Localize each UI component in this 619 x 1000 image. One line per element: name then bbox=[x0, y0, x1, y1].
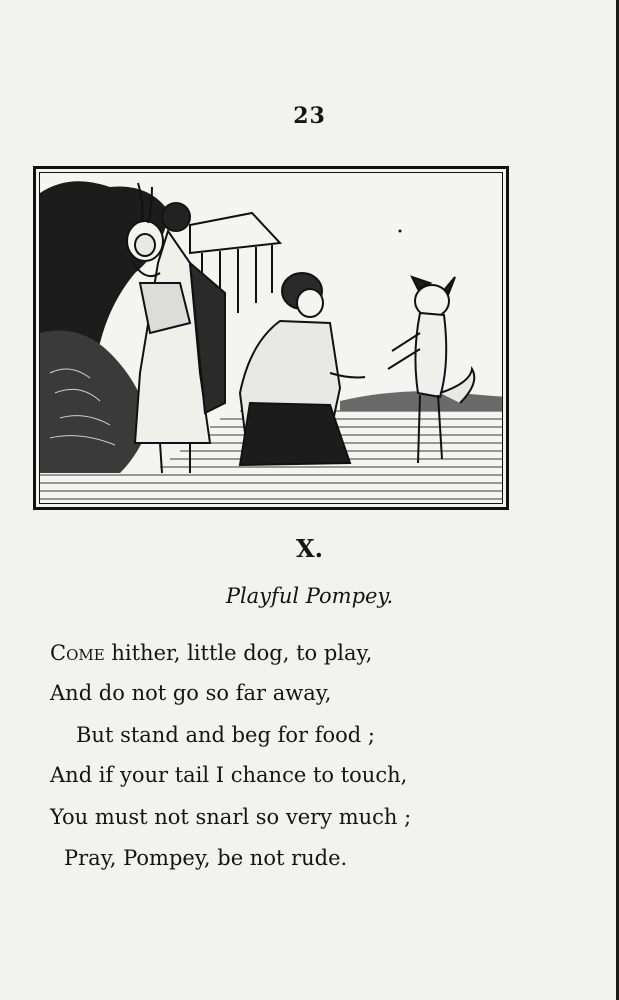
page-number: 23 bbox=[293, 103, 326, 129]
poem-line: And do not go so far away, bbox=[50, 681, 332, 705]
illustration-frame bbox=[33, 166, 509, 510]
woodcut-illustration bbox=[39, 172, 503, 504]
chapter-number: X. bbox=[296, 534, 323, 563]
woodcut-children-with-begging-dog-icon bbox=[40, 173, 503, 504]
poem-line bbox=[50, 639, 372, 667]
poem-line: Pray, Pompey, be not rude. bbox=[64, 846, 348, 870]
poem-line: But stand and beg for food ; bbox=[76, 723, 375, 747]
poem-line: You must not snarl so very much ; bbox=[50, 805, 412, 829]
poem-line-lead: Come bbox=[50, 641, 105, 665]
poem-title: Playful Pompey. bbox=[225, 584, 394, 608]
poem-line-text: hither, little dog, to play, bbox=[104, 641, 373, 665]
poem-line: And if your tail I chance to touch, bbox=[50, 763, 408, 787]
